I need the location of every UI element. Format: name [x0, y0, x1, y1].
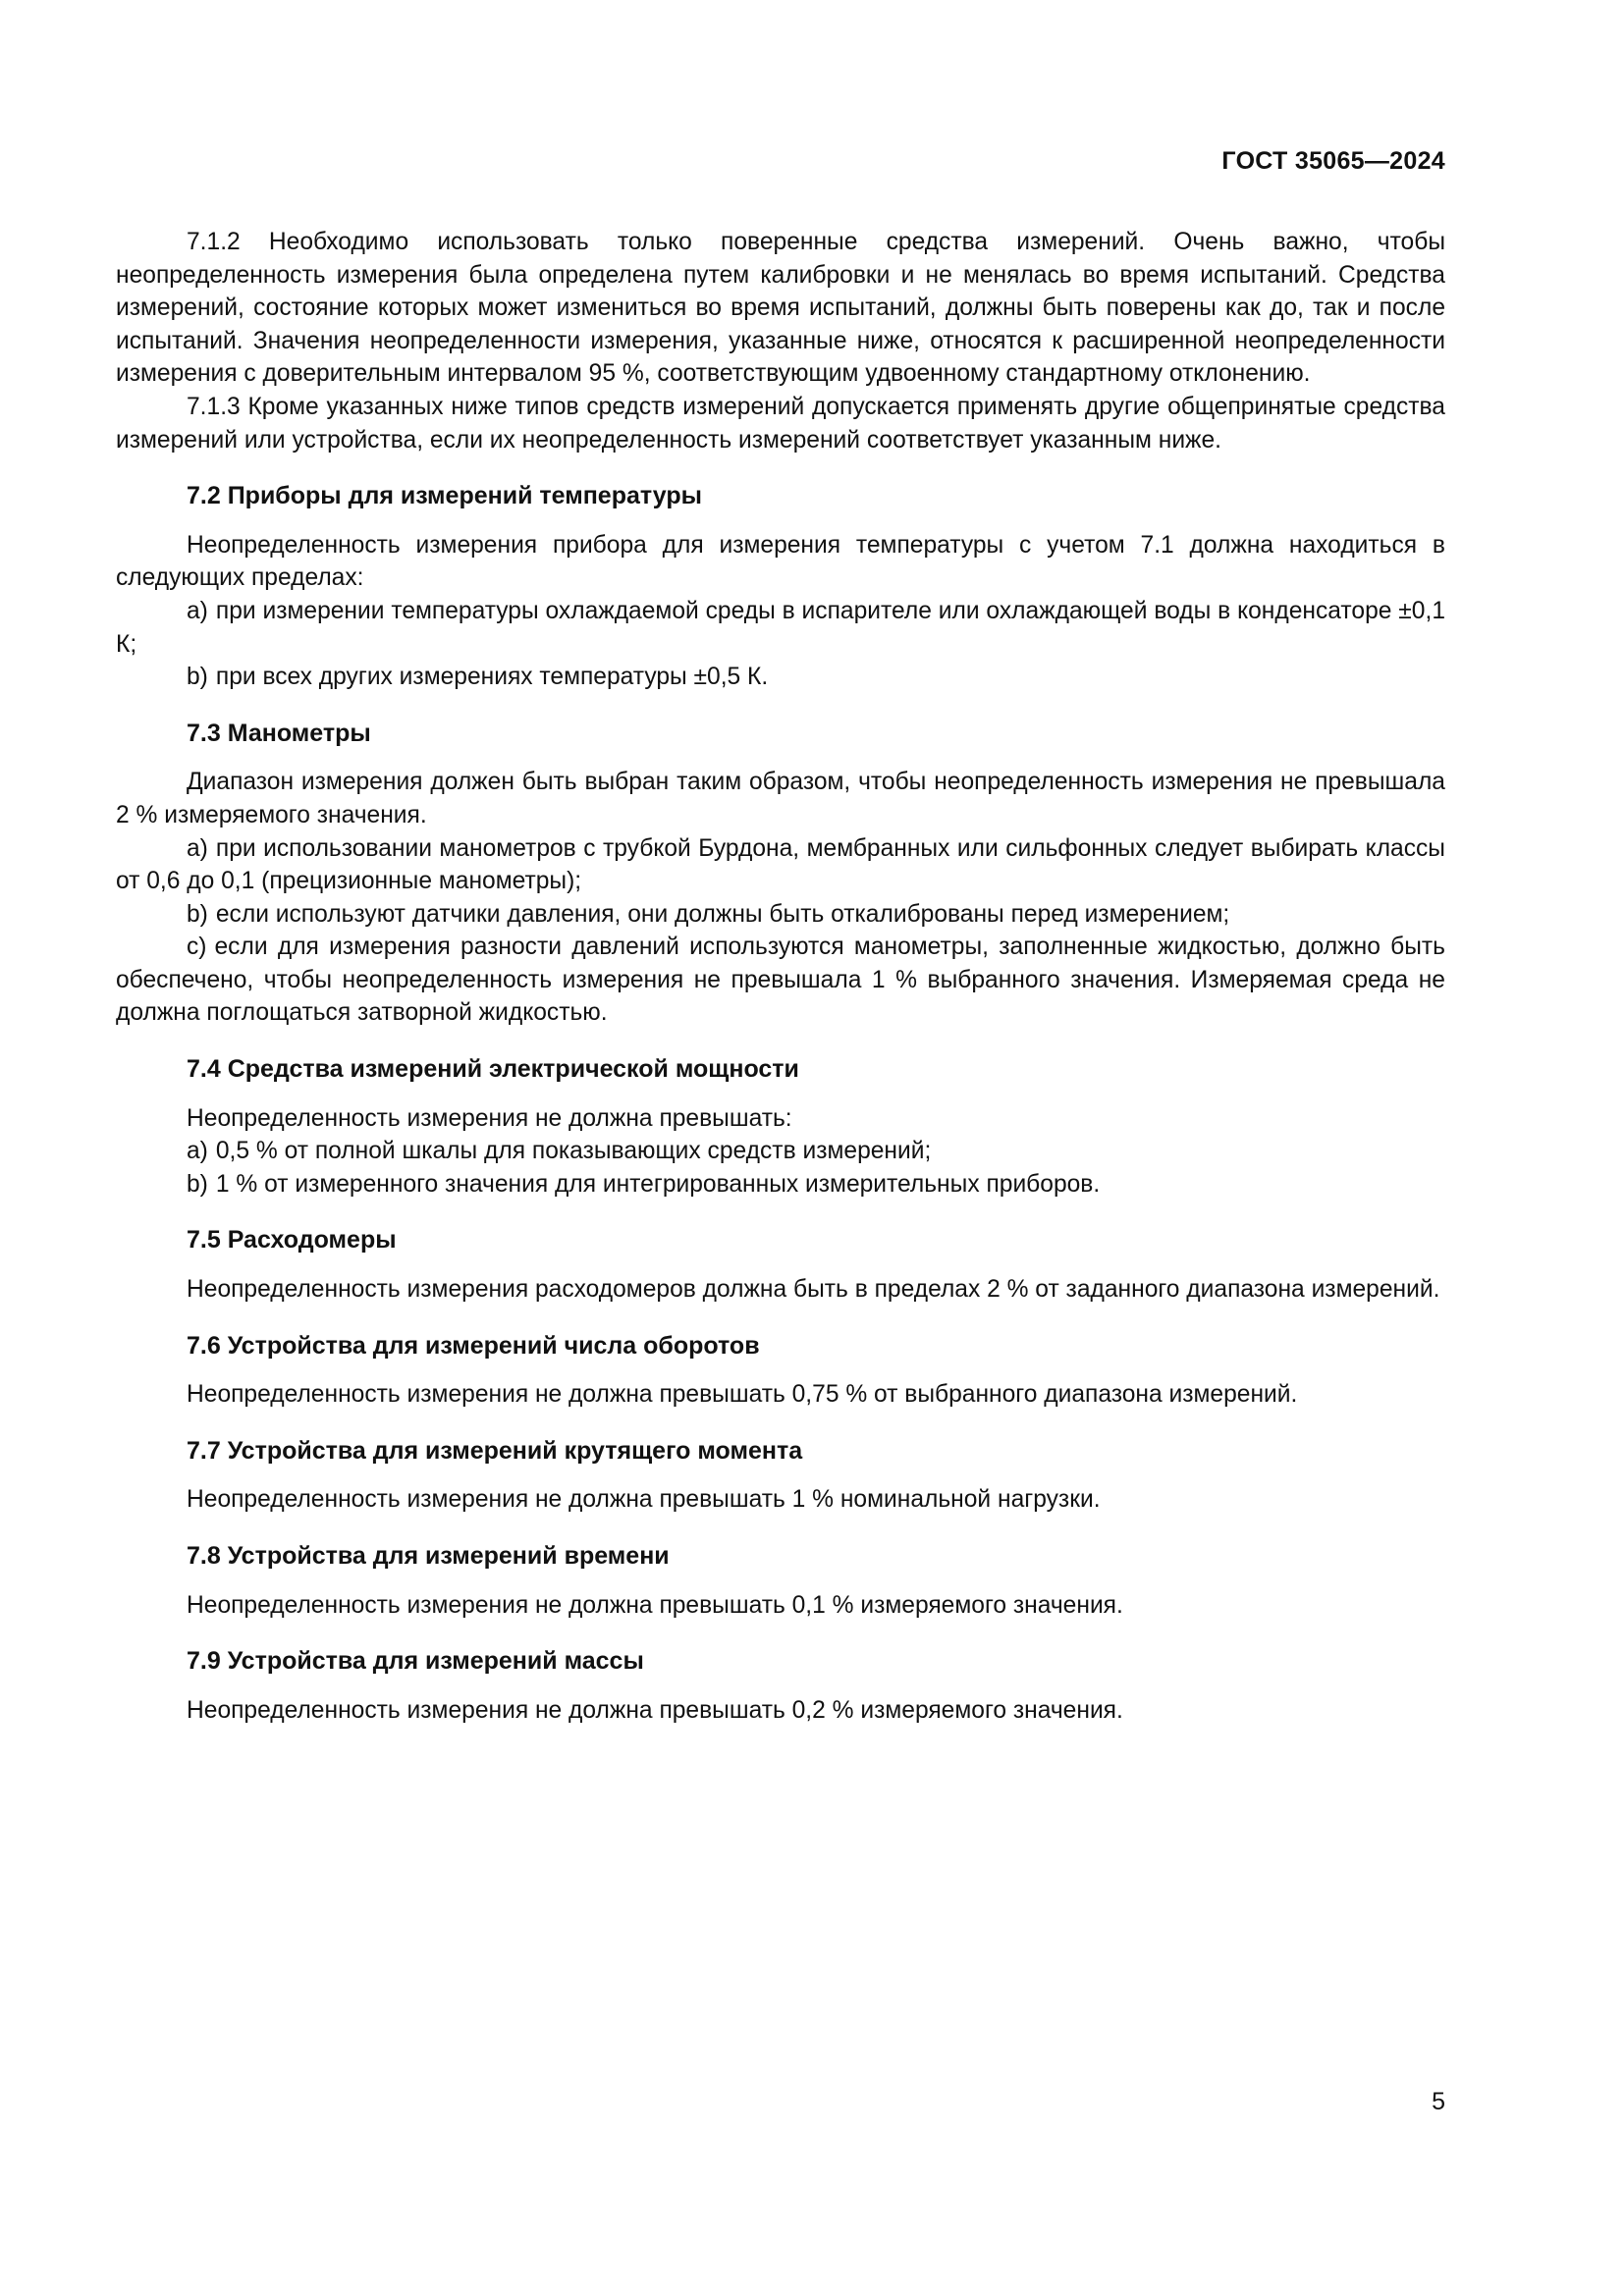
section-7-3-intro: Диапазон измерения должен быть выбран таким образом, чтобы неопределенность измерения не превышала 2 % измеряемого значения. [116, 769, 1445, 828]
list-item [116, 832, 1445, 898]
list-item [116, 1168, 1445, 1201]
list-item [116, 595, 1445, 661]
list-item [116, 898, 1445, 932]
list-item-letter: а) [187, 834, 208, 862]
section-heading-7-8: 7.8 Устройства для измерений времени [187, 1542, 670, 1570]
document-id-header: ГОСТ 35065—2024 [1221, 147, 1445, 175]
list-item-letter: b) [187, 664, 208, 691]
list-item-text: при использовании манометров с трубкой Бурдона, мембранных или сильфонных следует выбирать классы от 0,6 до 0,1 (прецизионные манометры); [116, 834, 1445, 895]
section-7-7-text: Неопределенность измерения не должна превышать 1 % номинальной нагрузки. [187, 1486, 1101, 1514]
section-heading-7-3: 7.3 Манометры [187, 719, 371, 747]
list-item-letter: b) [187, 900, 208, 928]
section-heading-7-4: 7.4 Средства измерений электрической мощности [187, 1055, 799, 1084]
list-item-letter: а) [187, 597, 208, 624]
section-7-4-intro: Неопределенность измерения не должна превышать: [187, 1104, 792, 1132]
section-7-6-text: Неопределенность измерения не должна превышать 0,75 % от выбранного диапазона измерений. [187, 1381, 1298, 1409]
section-7-9-text: Неопределенность измерения не должна превышать 0,2 % измеряемого значения. [187, 1696, 1123, 1724]
section-heading-7-9: 7.9 Устройства для измерений массы [187, 1647, 644, 1676]
section-heading-7-6: 7.6 Устройства для измерений числа оборотов [187, 1331, 760, 1360]
paragraph-7-1-3: 7.1.3 Кроме указанных ниже типов средств измерений допускается применять другие общепринятые средства измерений или устройства, если их неопределенность измерений соответствует указанным ниже. [116, 393, 1445, 454]
section-heading-7-2: 7.2 Приборы для измерений температуры [187, 482, 702, 510]
section-7-2-intro: Неопределенность измерения прибора для измерения температуры с учетом 7.1 должна находиться в следующих пределах: [116, 531, 1445, 592]
list-item-letter: с) [187, 934, 207, 961]
page-number: 5 [1432, 2088, 1445, 2115]
page-content [116, 226, 1445, 1727]
list-item-text: если используют датчики давления, они должны быть откалиброваны перед измерением; [215, 900, 1230, 928]
list-item-text: 0,5 % от полной шкалы для показывающих средств измерений; [215, 1138, 932, 1165]
section-heading-7-7: 7.7 Устройства для измерений крутящего момента [187, 1436, 803, 1465]
list-item [116, 661, 1445, 694]
section-7-8-text: Неопределенность измерения не должна превышать 0,1 % измеряемого значения. [187, 1591, 1123, 1619]
list-item-text: 1 % от измеренного значения для интегрированных измерительных приборов. [215, 1170, 1101, 1198]
list-item-text: при измерении температуры охлаждаемой среды в испарителе или охлаждающей воды в конденсаторе ±0,1 К; [116, 597, 1445, 658]
list-item-letter: а) [187, 1138, 208, 1165]
paragraph-7-1-2: 7.1.2 Необходимо использовать только поверенные средства измерений. Очень важно, чтобы неопределенность измерения была определена путем калибровки и не менялась во время испытаний. Средства измерений, состояние которых может измениться во время испытаний, должны быть поверены как до, так и после испытаний. Значения неопределенности измерения, указанные ниже, относятся к расширенной неопределенности измерения с доверительным интервалом 95 %, соответствующим удвоенному стандартному отклонению. [116, 229, 1445, 388]
list-item-text: если для измерения разности давлений используются манометры, заполненные жидкостью, должно быть обеспечено, чтобы неопределенность измерения не превышала 1 % выбранного значения. Измеряемая среда не должна поглощаться затворной жидкостью. [116, 934, 1445, 1027]
section-7-5-text: Неопределенность измерения расходомеров должна быть в пределах 2 % от заданного диапазона измерений. [187, 1276, 1440, 1304]
list-item-letter: b) [187, 1170, 208, 1198]
section-heading-7-5: 7.5 Расходомеры [187, 1226, 397, 1255]
list-item-text: при всех других измерениях температуры ±0,5 К. [215, 664, 769, 691]
list-item [116, 1135, 1445, 1168]
list-item [116, 931, 1445, 1030]
